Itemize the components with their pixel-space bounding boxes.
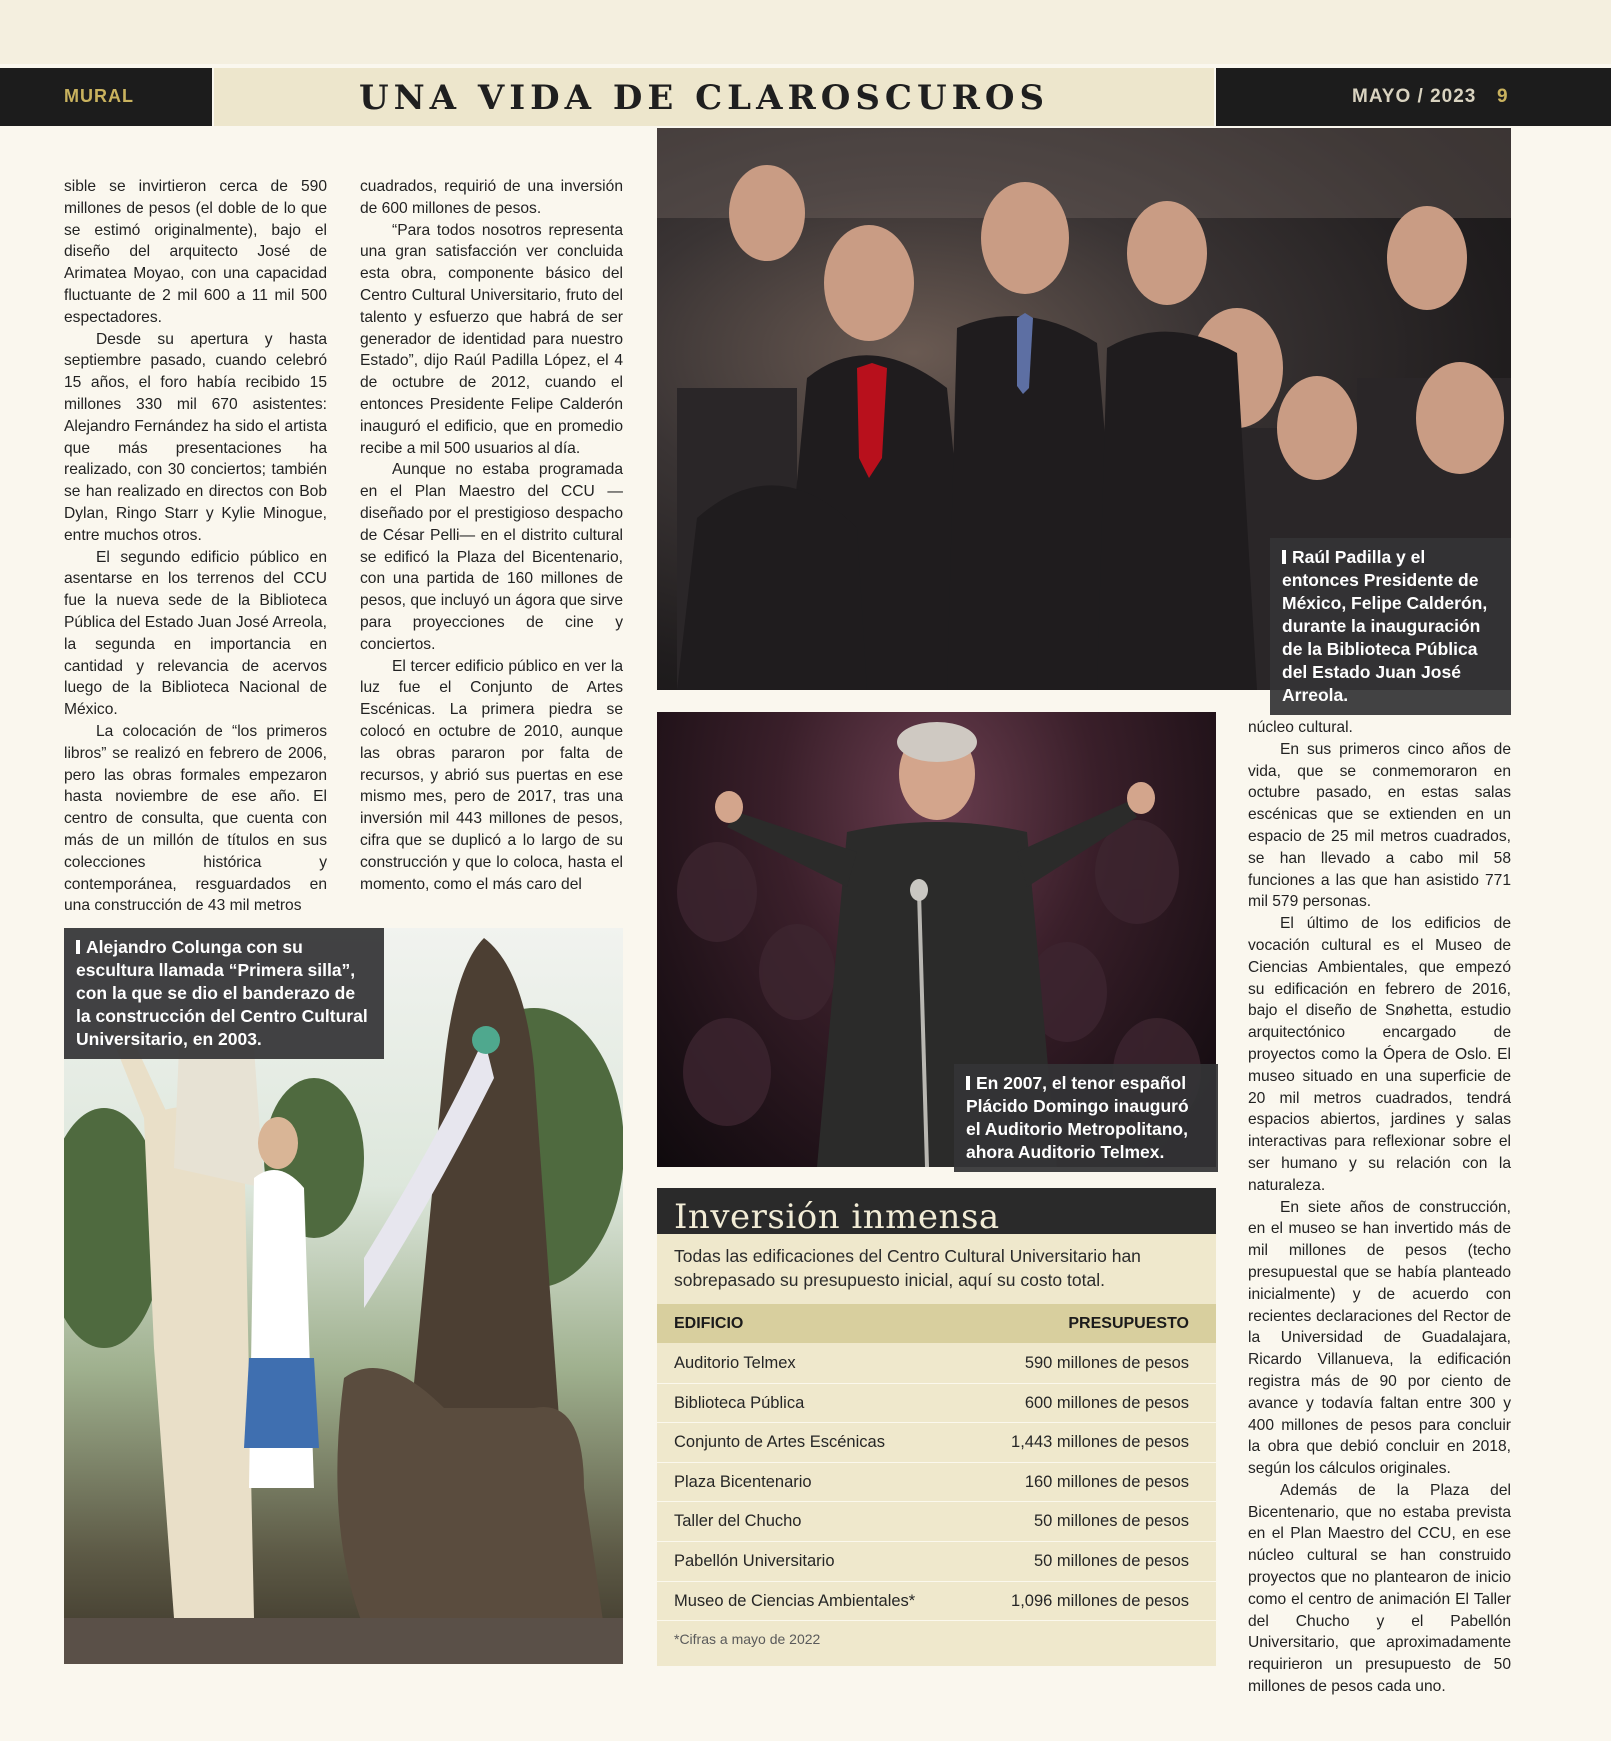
table-row bbox=[657, 1542, 1216, 1582]
building-name: Biblioteca Pública bbox=[674, 1393, 805, 1412]
text-column-1 bbox=[64, 176, 327, 917]
caption-marker bbox=[1282, 550, 1286, 564]
page-number: 9 bbox=[1497, 86, 1508, 107]
budget-value: 590 millones de pesos bbox=[1024, 1354, 1189, 1372]
issue-date: MAYO / 2023 bbox=[1352, 86, 1477, 107]
table-row bbox=[657, 1502, 1216, 1542]
building-name: Auditorio Telmex bbox=[674, 1354, 796, 1372]
caption-marker bbox=[76, 940, 80, 954]
building-name: Taller del Chucho bbox=[674, 1512, 802, 1531]
column-header-budget: PRESUPUESTO bbox=[1068, 1315, 1189, 1332]
caption-marker bbox=[966, 1076, 970, 1090]
photo-caption-inauguration bbox=[1270, 538, 1511, 715]
photo-caption-tenor bbox=[954, 1064, 1218, 1172]
building-name: Conjunto de Artes Escénicas bbox=[674, 1433, 885, 1452]
budget-value: 160 millones de pesos bbox=[1024, 1472, 1189, 1491]
building-name: Plaza Bicentenario bbox=[674, 1472, 812, 1491]
top-margin bbox=[0, 0, 1611, 64]
budget-value: 1,096 millones de pesos bbox=[1011, 1591, 1189, 1610]
building-name: Pabellón Universitario bbox=[674, 1551, 835, 1570]
text-column-4 bbox=[1248, 717, 1511, 1698]
infobox-title: Inversión inmensa bbox=[674, 1197, 1000, 1237]
table-row bbox=[657, 1423, 1216, 1463]
paragraph: Aunque no estaba programada en el Plan Maestro del CCU —diseñado por el prestigioso despacho de César Pelli— en el distrito cultural se edificó la Plaza del Bicentenario, con una partida de 160 millones de pesos, que incluyó un ágora que sirve para proyecciones de cine y conciertos. bbox=[360, 461, 623, 653]
paragraph: El segundo edificio público en asentarse en los terrenos del CCU fue la nueva sede de la Biblioteca Pública del Estado Juan José Arreola, la segunda en importancia en cantidad y relevancia de acervos luego de la Biblioteca Nacional de México. bbox=[64, 548, 327, 719]
infobox-title-bar bbox=[657, 1188, 1216, 1237]
table-header bbox=[657, 1304, 1216, 1343]
paragraph: El tercer edificio público en ver la luz fue el Conjunto de Artes Escénicas. La primera piedra se colocó en octubre de 2010, aunque las obras pararon por falta de recursos, y abrió sus puertas en ese mismo mes, pero de 2017, tras una inversión mil 443 millones de pesos, cifra que se duplicó a lo largo de su construcción y que lo coloca, hasta el momento, como el más caro del bbox=[360, 657, 623, 893]
paragraph: cuadrados, requirió de una inversión de 600 millones de pesos. bbox=[360, 178, 623, 217]
page-title: UNA VIDA DE CLAROSCUROS bbox=[358, 78, 1050, 118]
column-header-building: EDIFICIO bbox=[674, 1315, 744, 1332]
building-name: Museo de Ciencias Ambientales* bbox=[674, 1591, 916, 1610]
table-body bbox=[657, 1344, 1216, 1621]
section-label: MURAL bbox=[64, 86, 134, 106]
table-row bbox=[657, 1463, 1216, 1503]
paragraph: La colocación de “los primeros libros” se realizó en febrero de 2006, pero las obras formales empezaron hasta noviembre de ese año. El centro de consulta, que cuenta con más de un millón de títulos en sus colecciones histórica y contemporánea, resguardados en una construcción de 43 mil metros bbox=[64, 722, 327, 915]
caption-text: Raúl Padilla y el entonces Presidente de México, Felipe Calderón, durante la inauguración de la Biblioteca Pública del Estado Juan José Arreola. bbox=[1282, 547, 1488, 705]
paragraph: sible se invirtieron cerca de 590 millones de pesos (el doble de lo que se estimó originalmente), bajo el diseño del arquitecto José de Arimatea Moyao, con una capacidad fluctuante de 2 mil 600 a 11 mil 500 espectadores. bbox=[64, 178, 327, 326]
paragraph: En sus primeros cinco años de vida, que se conmemoraron en octubre pasado, en estas salas escénicas que se extienden en un espacio de 25 mil metros cuadrados, se han llevado a cabo mil 58 funciones a las que han asistido 771 mil 579 personas. bbox=[1248, 740, 1511, 911]
paragraph: Desde su apertura y hasta septiembre pasado, cuando celebró 15 años, el foro había recibido 15 millones 330 mil 670 asistentes: Alejandro Fernández ha sido el artista que más presentaciones ha realizado, con 30 conciertos; también se han realizado en directos con Bob Dylan, Ringo Starr y Kylie Minogue, entre muchos otros. bbox=[64, 330, 327, 544]
page-title-bar bbox=[214, 68, 1214, 126]
caption-text: Alejandro Colunga con su escultura llamada “Primera silla”, con la que se dio el banderazo de la construcción del Centro Cultural Universitario, en 2003. bbox=[76, 937, 368, 1049]
caption-text: En 2007, el tenor español Plácido Domingo inauguró el Auditorio Metropolitano, ahora Auditorio Telmex. bbox=[966, 1073, 1189, 1162]
paragraph: núcleo cultural. bbox=[1248, 719, 1353, 736]
photo-caption-sculpture bbox=[64, 928, 384, 1059]
table-row bbox=[657, 1344, 1216, 1384]
paragraph: “Para todos nosotros representa una gran satisfacción ver concluida esta obra, componente básico del Centro Cultural Universitario, fruto del talento y esfuerzo que habrá de ser generador de identidad para nuestro Estado”, dijo Raúl Padilla López, el 4 de octubre de 2012, cuando el entonces Presidente Felipe Calderón inauguró el edificio, que en promedio recibe a mil 500 usuarios al día. bbox=[360, 221, 623, 457]
investment-infobox bbox=[657, 1188, 1216, 1666]
section-label-bar bbox=[0, 68, 212, 126]
table-row bbox=[657, 1582, 1216, 1622]
text-column-2 bbox=[360, 176, 623, 895]
infobox-subtitle: Todas las edificaciones del Centro Cultural Universitario han sobrepasado su presupuesto inicial, aquí su costo total. bbox=[674, 1246, 1141, 1290]
budget-value: 50 millones de pesos bbox=[1033, 1551, 1189, 1570]
date-bar bbox=[1216, 68, 1611, 126]
paragraph: En siete años de construcción, en el museo se han invertido más de mil millones de pesos (techo presupuestal que se había planteado inicialmente) y de acuerdo con recientes declaraciones del Rector de la Universidad de Guadalajara, Ricardo Villanueva, la edificación registra más de 90 por ciento de avance y todavía faltan entre 300 y 400 millones de pesos para concluir la obra que debió concluir en 2018, según los cálculos originales. bbox=[1248, 1198, 1511, 1478]
table-row bbox=[657, 1384, 1216, 1424]
paragraph: El último de los edificios de vocación cultural es el Museo de Ciencias Ambientales, que empezó su edificación en febrero de 2016, bajo el diseño de Snøhetta, estudio arquitectónico encargado de proyectos como la Ópera de Oslo. El museo situado en una superficie de 20 mil metros cuadrados, tendrá espacios abiertos, jardines y salas interactivas para reflexionar sobre el ser humano y su relación con la naturaleza. bbox=[1248, 915, 1511, 1194]
budget-value: 600 millones de pesos bbox=[1024, 1393, 1189, 1412]
budget-value: 50 millones de pesos bbox=[1033, 1512, 1189, 1531]
infobox-footnote: *Cifras a mayo de 2022 bbox=[674, 1631, 821, 1647]
paragraph: Además de la Plaza del Bicentenario, que no estaba prevista en el Plan Maestro del CCU, en ese núcleo cultural se han construido proyectos que no plantearon de inicio como el centro de animación El Taller del Chucho y el Pabellón Universitario, que aproximadamente requirieron un presupuesto de 50 millones de pesos cada uno. bbox=[1248, 1481, 1511, 1696]
budget-value: 1,443 millones de pesos bbox=[1011, 1433, 1189, 1452]
